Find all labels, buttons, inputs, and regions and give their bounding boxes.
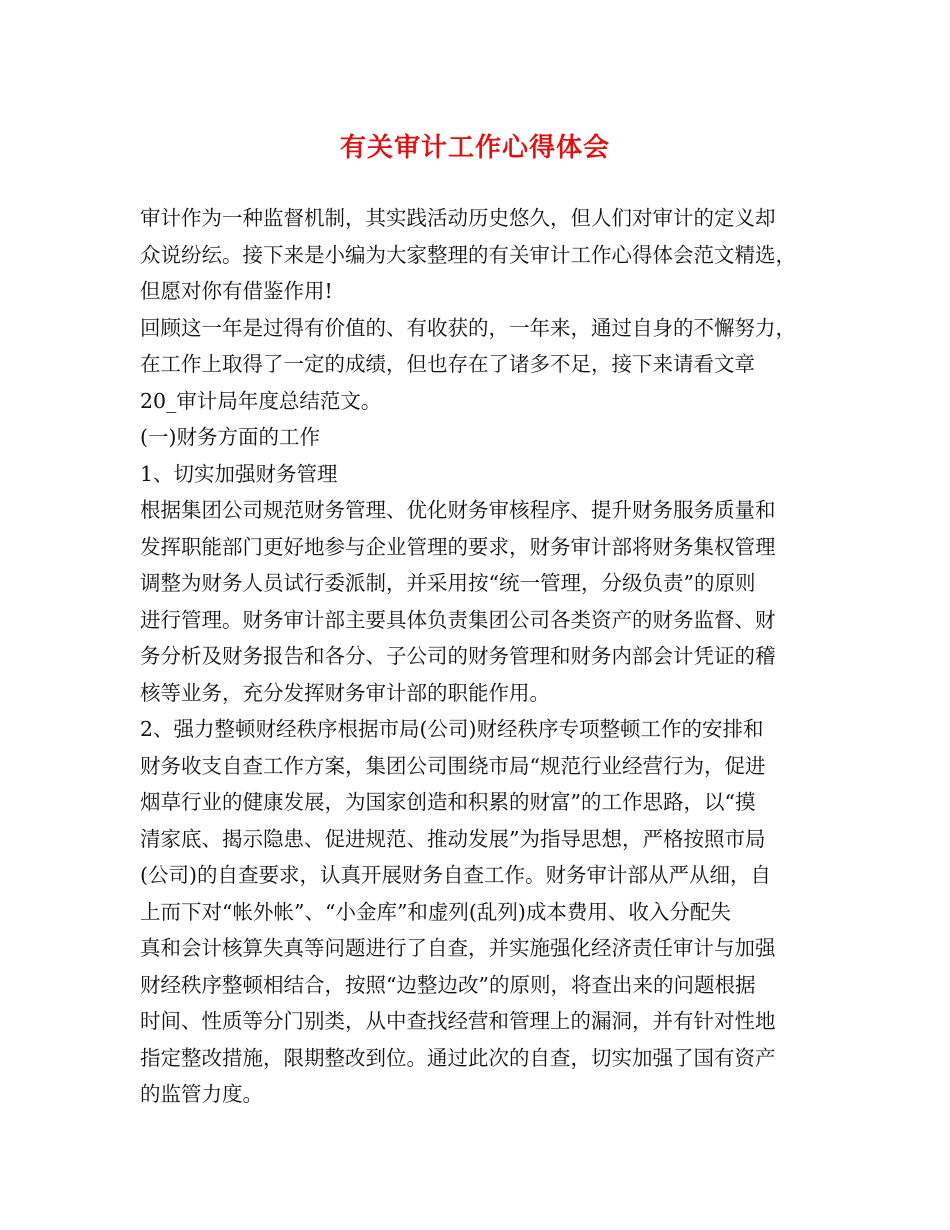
text-line: (公司)的自查要求，认真开展财务自查工作。财务审计部从严从细，自 (140, 863, 771, 887)
document-title: 有关审计工作心得体会 (339, 133, 610, 163)
text-line: 众说纷纭。接下来是小编为大家整理的有关审计工作心得体会范文精选， (140, 242, 796, 267)
text-line: 进行管理。财务审计部主要具体负责集团公司各类资产的财务监督、财 (140, 607, 776, 632)
text-line: (一)财务方面的工作 (140, 425, 320, 449)
text-line: 指定整改措施，限期整改到位。通过此次的自查，切实加强了国有资产 (140, 1045, 776, 1070)
text-line: 核等业务，充分发挥财务审计部的职能作用。 (140, 680, 550, 705)
text-line: 上而下对“帐外帐”、“小金库”和虚列(乱列)成本费用、收入分配失 (140, 899, 731, 924)
text-line: 发挥职能部门更好地参与企业管理的要求，财务审计部将财务集权管理 (140, 534, 776, 559)
text-line: 回顾这一年是过得有价值的、有收获的，一年来，通过自身的不懈努力， (140, 315, 796, 340)
text-line: 审计作为一种监督机制，其实践活动历史悠久，但人们对审计的定义却 (140, 206, 776, 230)
text-line: 但愿对你有借鉴作用! (140, 279, 333, 303)
text-line: 20_审计局年度总结范文。 (140, 388, 382, 413)
text-line: 真和会计核算失真等问题进行了自查，并实施强化经济责任审计与加强 (140, 936, 776, 960)
text-line: 调整为财务人员试行委派制，并采用按“统一管理，分级负责”的原则 (140, 571, 756, 595)
text-line: 务分析及财务报告和各分、子公司的财务管理和财务内部会计凭证的稽 (140, 644, 776, 668)
text-line: 根据集团公司规范财务管理、优化财务审核程序、提升财务服务质量和 (140, 498, 776, 522)
text-line: 烟草行业的健康发展，为国家创造和积累的财富”的工作思路，以“摸 (140, 790, 756, 814)
text-line: 2、强力整顿财经秩序根据市局(公司)财经秩序专项整顿工作的安排和 (140, 717, 764, 741)
text-line: 财经秩序整顿相结合，按照“边整边改”的原则，将查出来的问题根据 (140, 972, 756, 997)
text-line: 1、切实加强财务管理 (140, 461, 338, 486)
text-line: 财务收支自查工作方案，集团公司围绕市局“规范行业经营行为，促进 (140, 753, 766, 778)
document-body (140, 200, 820, 1113)
text-line: 清家底、揭示隐患、促进规范、推动发展”为指导思想，严格按照市局 (140, 826, 766, 851)
text-line: 时间、性质等分门别类，从中查找经营和管理上的漏洞，并有针对性地 (140, 1009, 776, 1033)
text-line: 在工作上取得了一定的成绩，但也存在了诸多不足，接下来请看文章 (140, 352, 755, 376)
text-line: 的监管力度。 (140, 1082, 263, 1106)
